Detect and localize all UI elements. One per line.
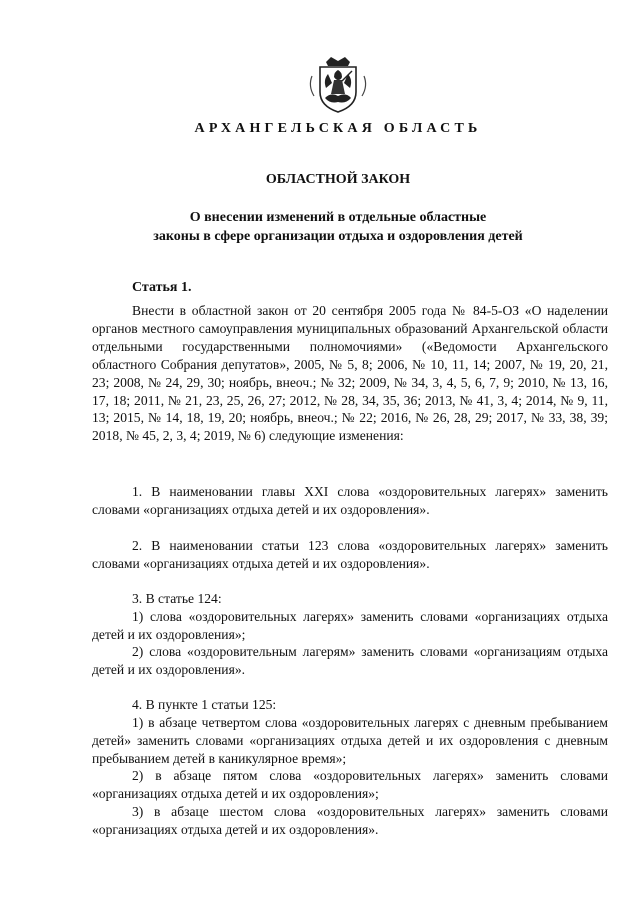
- law-title: [0, 208, 640, 246]
- article-heading: Статья 1.: [132, 280, 192, 295]
- amendment-item-4: 4. В пункте 1 статьи 125:: [132, 697, 277, 712]
- amendment-item-4-sub-2: 2) в абзаце пятом слова «оздоровительных лагерях» заменить словами «организациях отдыха детей и их оздоровления»;: [92, 768, 608, 801]
- amendment-item-2: 2. В наименовании статьи 123 слова «оздоровительных лагерях» заменить словами «организациях отдыха детей и их оздоровления».: [92, 538, 608, 571]
- amendment-item-1: 1. В наименовании главы XXI слова «оздоровительных лагерях» заменить словами «организациях отдыха детей и их оздоровления».: [92, 484, 608, 517]
- law-title-line-2: законы в сфере организации отдыха и оздоровления детей: [153, 229, 523, 244]
- law-type-heading: ОБЛАСТНОЙ ЗАКОН: [265, 172, 411, 187]
- coat-of-arms-emblem: [298, 56, 378, 114]
- article-intro-paragraph: Внести в областной закон от 20 сентября 2005 года № 84-5-ОЗ «О наделении органов местного самоуправления муниципальных образований Архангельской области отдельными государственными полномочиями» («Ведомости Архангельского областного Собрания депутатов», 2005, № 5, 8; 2006, № 10, 11, 14; 2007, № 19, 20, 21, 23; 2008, № 24, 29, 30; ноябрь, внеоч.; № 32; 2009, № 34, 3, 4, 5, 6, 7, 9; 2010, № 13, 16, 17, 18; 2011, № 21, 23, 25, 26, 27; 2012, № 28, 34, 35, 36; 2013, № 41, 3, 4; 2014, № 9, 11, 13; 2015, № 14, 18, 19, 20; ноябрь, внеоч.; № 22; 2016, № 26, 28, 29; 2017, № 33, 38, 39; 2018, № 45, 2, 3, 4; 2019, № 6) следующие изменения:: [92, 303, 608, 444]
- amendment-item-3: 3. В статье 124:: [132, 591, 222, 606]
- amendment-item-3-sub-1: 1) слова «оздоровительных лагерях» заменить словами «организациях отдыха детей и их оздоровления»;: [92, 609, 608, 642]
- law-title-line-1: О внесении изменений в отдельные областные: [189, 210, 487, 225]
- amendment-item-4-sub-1: 1) в абзаце четвертом слова «оздоровительных лагерях с дневным пребыванием детей» заменить словами «организациях отдыха детей и их оздоровления с дневным пребыванием детей в каникулярное время»;: [92, 715, 608, 766]
- amendment-item-3-sub-2: 2) слова «оздоровительным лагерям» заменить словами «организациям отдыха детей и их оздоровления».: [92, 644, 608, 677]
- region-name: АРХАНГЕЛЬСКАЯ ОБЛАСТЬ: [194, 121, 482, 136]
- amendment-item-4-sub-3: 3) в абзаце шестом слова «оздоровительных лагерях» заменить словами «организациях отдыха детей и их оздоровления».: [92, 804, 608, 837]
